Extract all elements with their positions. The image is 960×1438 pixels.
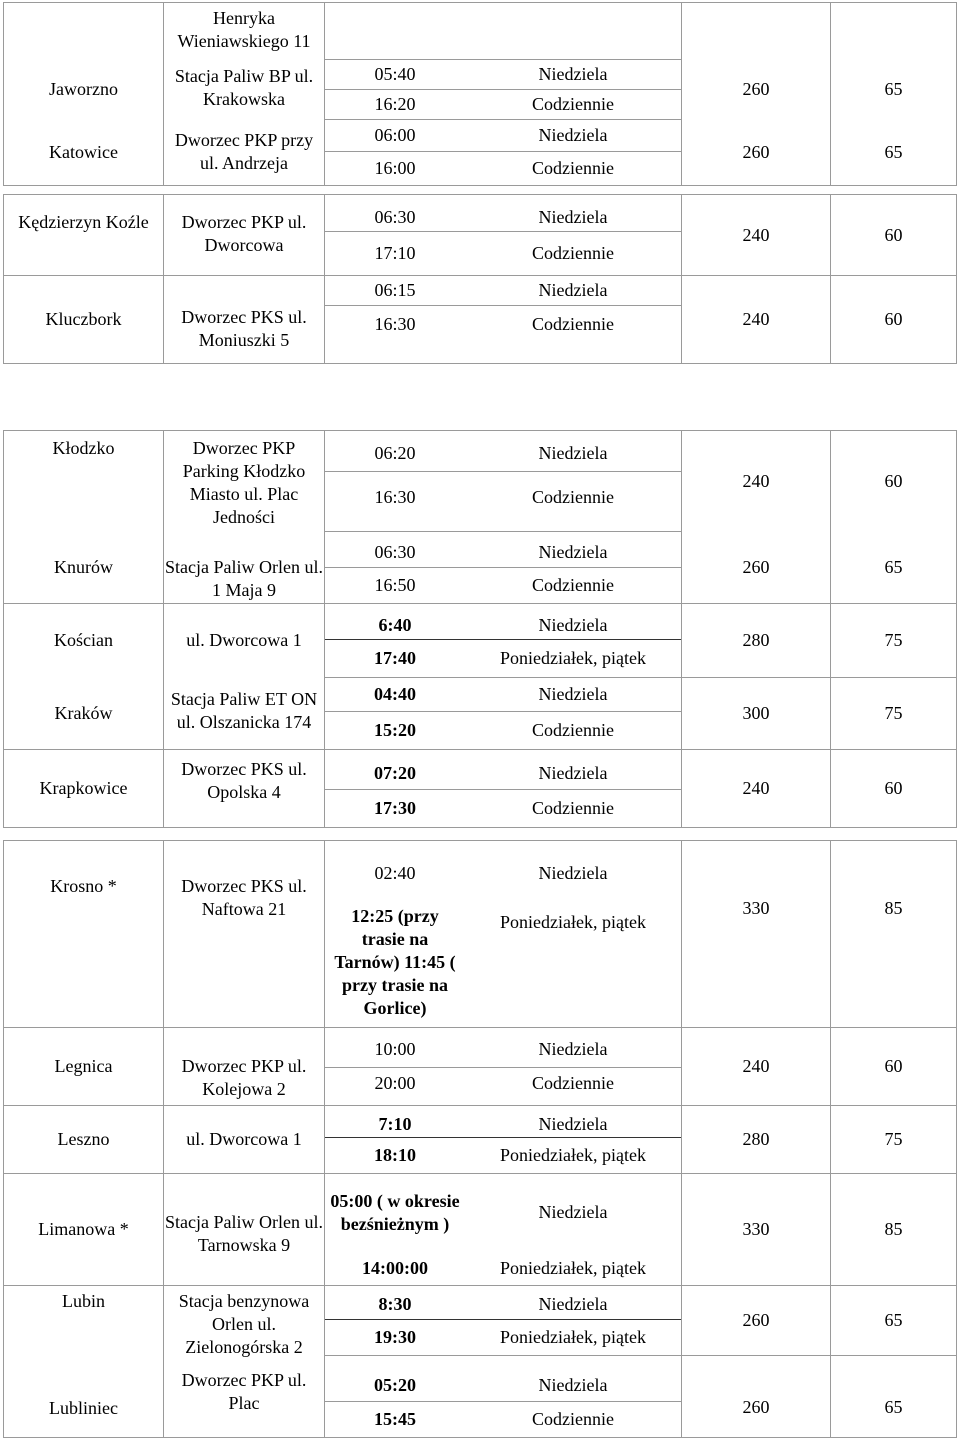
price-one-way: 280 (682, 603, 830, 677)
departure-time: 6:40 (378, 615, 412, 635)
departure-time: 18:10 (374, 1145, 416, 1165)
departure-time: 16:00 (374, 158, 416, 178)
table-cell-stop: Stacja Paliw ET ON ul. Olszanicka 174 (170, 689, 318, 732)
table-cell-stop: Stacja Paliw Orlen ul. 1 Maja 9 (165, 557, 323, 600)
price-extra: 75 (831, 1105, 956, 1173)
table-block (3, 430, 957, 828)
table-cell-stop: Henryka Wieniawskiego 11 (177, 8, 311, 51)
departure-time: 16:50 (374, 575, 416, 595)
table-cell-stop: ul. Dworcowa 1 (164, 1105, 324, 1173)
departure-time: 16:20 (374, 94, 416, 114)
table-row (325, 897, 681, 1027)
departure-time: 15:20 (374, 720, 416, 740)
table-cell-stop: Stacja Paliw Orlen ul. Tarnowska 9 (164, 1173, 324, 1285)
departure-days: Niedziela (538, 1039, 608, 1059)
table-row (325, 841, 681, 897)
table-cell-city: Kluczbork (4, 275, 163, 363)
departure-days: Codziennie (532, 798, 614, 818)
table-row (325, 1319, 681, 1355)
table-cell-stop: Dworzec PKP ul. Kolejowa 2 (164, 1027, 324, 1105)
departure-days: Poniedziałek, piątek (500, 1327, 646, 1347)
table-block (3, 2, 957, 186)
departure-time: 17:30 (374, 798, 416, 818)
table-row (325, 119, 681, 151)
departure-time: 8:30 (378, 1294, 412, 1314)
price-one-way: 240 (682, 749, 830, 827)
table-row (325, 749, 681, 789)
departure-time: 06:30 (374, 206, 416, 227)
table-cell-city: Leszno (4, 1105, 163, 1173)
table-cell-stop: Stacja Paliw BP ul. Krakowska (174, 66, 314, 109)
table-row (325, 677, 681, 711)
table-cell-stop: Dworzec PKP przy ul. Andrzeja (174, 130, 314, 173)
departure-time: 19:30 (374, 1327, 416, 1347)
table-cell-city: Katowice (49, 141, 118, 162)
table-row (325, 431, 681, 471)
departure-days: Niedziela (538, 1114, 608, 1134)
price-extra: 65 (884, 556, 903, 577)
price-extra: 65 (831, 1355, 956, 1437)
table-cell-city: Legnica (4, 1027, 163, 1105)
price-one-way: 240 (742, 224, 770, 245)
departure-time: 16:30 (374, 314, 416, 334)
departure-time: 20:00 (374, 1073, 416, 1093)
table-cell-city: Limanowa * (4, 1173, 163, 1285)
price-extra: 75 (831, 603, 956, 677)
departure-days: Codziennie (532, 243, 614, 263)
table-cell-city: Krapkowice (4, 749, 163, 827)
departure-time: 05:00 ( w okresie bezśnieżnym ) (330, 1190, 460, 1234)
departure-days: Niedziela (538, 684, 608, 704)
table-row (325, 1285, 681, 1319)
departure-time: 05:20 (374, 1375, 416, 1395)
departure-days: Codziennie (532, 575, 614, 595)
table-cell-stop: Dworzec PKP Parking Kłodzko Miasto ul. Plac Jedności (182, 438, 306, 527)
departure-days: Niedziela (538, 862, 608, 883)
price-extra: 85 (884, 898, 903, 918)
table-block (3, 840, 957, 1438)
table-row (325, 195, 681, 231)
departure-time: 16:30 (374, 487, 416, 507)
table-row (325, 1251, 681, 1285)
price-extra: 60 (884, 224, 903, 245)
departure-days: Poniedziałek, piątek (500, 1257, 646, 1278)
departure-days: Niedziela (538, 125, 608, 145)
table-row (325, 305, 681, 363)
departure-time: 07:20 (374, 763, 416, 783)
departure-time: 04:40 (374, 684, 416, 704)
timetable (3, 2, 957, 1438)
table-cell-city: Kędzierzyn Koźle (18, 212, 149, 232)
table-row (325, 1137, 681, 1173)
departure-days: Codziennie (532, 1073, 614, 1093)
price-one-way: 260 (742, 556, 770, 577)
departure-days: Niedziela (538, 1202, 608, 1222)
table-row (325, 639, 681, 677)
table-cell-city: Knurów (54, 556, 113, 577)
table-row (325, 711, 681, 749)
departure-days: Poniedziałek, piątek (500, 912, 646, 932)
departure-days: Codziennie (532, 1409, 614, 1429)
departure-days: Niedziela (538, 542, 608, 562)
table-cell-stop: Dworzec PKP ul. Dworcowa (181, 212, 307, 255)
table-row (325, 275, 681, 305)
price-extra: 65 (884, 141, 903, 162)
table-row (325, 1401, 681, 1437)
table-row (325, 1105, 681, 1137)
table-row (325, 1173, 681, 1251)
table-cell-stop: ul. Dworcowa 1 (164, 603, 324, 677)
departure-time: 06:30 (374, 542, 416, 562)
price-one-way: 280 (682, 1105, 830, 1173)
departure-days: Niedziela (538, 1375, 608, 1395)
table-row (325, 1027, 681, 1067)
table-row (325, 151, 681, 185)
departure-days: Codziennie (532, 720, 614, 740)
price-one-way: 260 (742, 78, 770, 99)
table-cell-city: Lubliniec (49, 1397, 118, 1418)
table-cell-stop: Stacja benzynowa Orlen ul. Zielonogórska 2 (164, 1285, 324, 1355)
departure-time: 17:10 (374, 243, 416, 263)
departure-time: 17:40 (374, 648, 416, 668)
price-extra: 60 (831, 749, 956, 827)
price-one-way: 240 (742, 470, 770, 491)
table-cell-city: Jaworzno (49, 78, 118, 99)
table-row (325, 471, 681, 531)
table-row (325, 789, 681, 827)
departure-time: 05:40 (374, 64, 416, 84)
table-cell-city: Kłodzko (52, 438, 115, 458)
table-cell-stop: Dworzec PKS ul. Opolska 4 (164, 749, 324, 827)
table-row (325, 603, 681, 639)
price-one-way: 300 (682, 677, 830, 749)
table-cell-city: Lubin (4, 1285, 163, 1355)
departure-days: Codziennie (532, 487, 614, 507)
table-cell-stop: Dworzec PKS ul. Naftowa 21 (181, 876, 307, 919)
table-cell-stop: Dworzec PKS ul. Moniuszki 5 (164, 275, 324, 363)
departure-days: Codziennie (532, 314, 614, 334)
table-row (325, 531, 681, 567)
price-one-way: 330 (682, 1173, 830, 1285)
table-cell-city: Kraków (54, 702, 113, 723)
price-one-way: 260 (682, 1355, 830, 1437)
departure-time: 06:20 (374, 442, 416, 463)
table-cell-city (4, 3, 163, 59)
table-row (325, 59, 681, 89)
price-extra: 75 (831, 677, 956, 749)
price-extra: 65 (831, 1285, 956, 1355)
departure-days: Niedziela (538, 64, 608, 84)
table-row (325, 567, 681, 603)
price-one-way: 240 (682, 1027, 830, 1105)
price-extra: 60 (884, 470, 903, 491)
departure-time: 02:40 (374, 862, 416, 883)
departure-time: 10:00 (374, 1039, 416, 1059)
table-row (325, 231, 681, 275)
departure-days: Niedziela (538, 1294, 608, 1314)
departure-time: 06:00 (374, 125, 416, 145)
price-one-way: 260 (742, 141, 770, 162)
departure-time: 12:25 (przy trasie na Tarnów) 11:45 ( przy trasie na Gorlice) (334, 905, 456, 1018)
departure-time: 15:45 (374, 1409, 416, 1429)
departure-days: Niedziela (538, 763, 608, 783)
departure-days: Poniedziałek, piątek (500, 1145, 646, 1165)
table-row (325, 89, 681, 119)
departure-time: 7:10 (378, 1114, 412, 1134)
table-row (325, 1067, 681, 1105)
departure-days: Niedziela (538, 206, 608, 227)
table-cell-stop: Dworzec PKP ul. Plac (181, 1370, 307, 1413)
table-block (3, 194, 957, 364)
departure-time: 06:15 (374, 280, 416, 300)
departure-days: Codziennie (532, 94, 614, 114)
departure-days: Niedziela (538, 615, 608, 635)
price-one-way: 240 (682, 275, 830, 363)
price-extra: 60 (831, 1027, 956, 1105)
price-extra: 85 (831, 1173, 956, 1285)
price-extra: 65 (884, 78, 903, 99)
price-one-way: 260 (682, 1285, 830, 1355)
departure-days: Niedziela (538, 280, 608, 300)
departure-days: Codziennie (532, 158, 614, 178)
departure-days: Niedziela (538, 442, 608, 463)
price-one-way: 330 (742, 898, 770, 918)
departure-days: Poniedziałek, piątek (500, 648, 646, 668)
price-extra: 60 (831, 275, 956, 363)
table-cell-city: Krosno * (50, 876, 117, 896)
departure-time: 14:00:00 (362, 1257, 428, 1278)
table-cell-city: Kościan (4, 603, 163, 677)
table-row (325, 1355, 681, 1401)
